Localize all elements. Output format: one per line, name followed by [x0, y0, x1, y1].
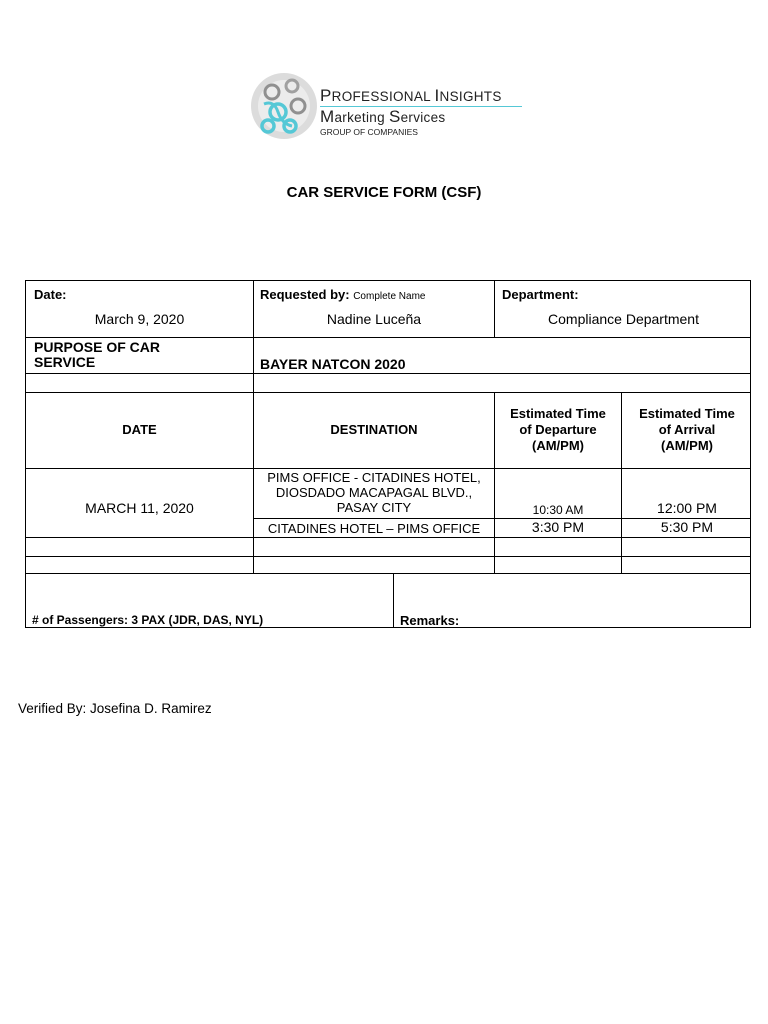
col-divider	[494, 281, 495, 337]
date-label: Date:	[34, 287, 67, 302]
passengers-info: # of Passengers: 3 PAX (JDR, DAS, NYL)	[32, 613, 264, 627]
logo-line-1: PROFESSIONAL INSIGHTS	[320, 86, 502, 105]
row-divider	[26, 392, 750, 393]
car-service-form	[25, 280, 751, 628]
trip-1-departure: 10:30 AM	[532, 503, 584, 517]
col-header-departure: Estimated Time of Departure (AM/PM)	[510, 406, 606, 453]
col-divider	[393, 573, 394, 628]
row-divider	[26, 337, 750, 338]
remarks-label: Remarks:	[400, 613, 460, 628]
page-title: CAR SERVICE FORM (CSF)	[286, 184, 482, 201]
date-value: March 9, 2020	[94, 311, 185, 327]
row-divider	[26, 573, 750, 574]
trip-2-departure: 3:30 PM	[531, 519, 585, 535]
requested-by-label: Requested by: Complete Name	[260, 287, 426, 302]
trip-1-arrival: 12:00 PM	[657, 500, 717, 516]
row-divider	[26, 468, 750, 469]
verified-by: Verified By: Josefina D. Ramirez	[18, 701, 212, 716]
department-value: Compliance Department	[548, 311, 699, 327]
company-logo	[248, 68, 528, 144]
col-header-arrival: Estimated Time of Arrival (AM/PM)	[639, 406, 735, 453]
row-divider	[26, 537, 750, 538]
logo-line-2: Marketing Services	[320, 107, 446, 126]
purpose-value: BAYER NATCON 2020	[260, 356, 406, 372]
col-header-date: DATE	[122, 422, 157, 437]
trip-date: MARCH 11, 2020	[85, 500, 194, 516]
trip-1-destination: PIMS OFFICE - CITADINES HOTEL, DIOSDADO MACAPAGAL BLVD., PASAY CITY	[267, 470, 481, 515]
purpose-label: PURPOSE OF CAR SERVICE	[34, 339, 161, 370]
requested-by-hint: Complete Name	[353, 291, 426, 302]
logo-divider	[320, 106, 522, 107]
logo-line-3: GROUP OF COMPANIES	[320, 127, 418, 137]
trip-2-destination: CITADINES HOTEL – PIMS OFFICE	[267, 521, 481, 536]
requested-by-value: Nadine Luceña	[326, 311, 422, 327]
department-label: Department:	[502, 287, 579, 302]
row-divider	[26, 373, 750, 374]
logo-emblem-icon	[248, 70, 320, 142]
trip-2-arrival: 5:30 PM	[660, 519, 714, 535]
row-divider	[26, 556, 750, 557]
col-header-destination: DESTINATION	[330, 422, 418, 437]
